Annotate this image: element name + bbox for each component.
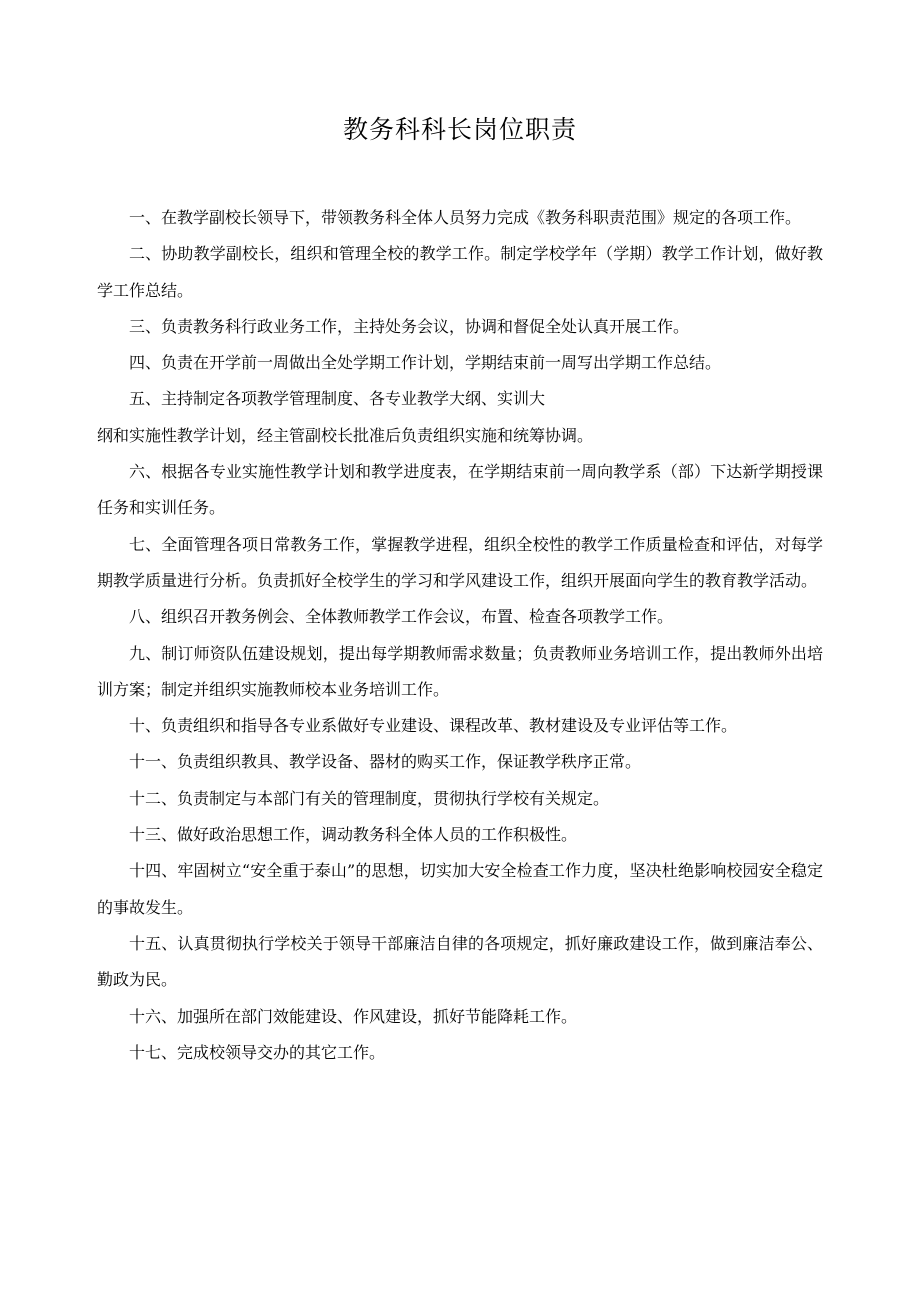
paragraph-13: 十三、做好政治思想工作，调动教务科全体人员的工作积极性。 (129, 825, 578, 845)
paragraph-8: 八、组织召开教务例会、全体教师教学工作会议，布置、检查各项教学工作。 (129, 607, 674, 627)
document-body (97, 200, 823, 1071)
paragraph-12: 十二、负责制定与本部门有关的管理制度，贯彻执行学校有关规定。 (129, 788, 610, 808)
paragraph-2: 二、协助教学副校长，组织和管理全校的教学工作。制定学校学年（学期）教学工作计划，做好教学工作总结。 (97, 244, 823, 300)
paragraph-7: 七、全面管理各项日常教务工作，掌握教学进程，组织全校性的教学工作质量检查和评估，对每学期教学质量进行分析。负责抓好全校学生的学习和学风建设工作，组织开展面向学生的教育教学活动。 (97, 534, 823, 590)
paragraph-5: 五、主持制定各项教学管理制度、各专业教学大纲、实训大 (129, 389, 546, 409)
paragraph-11: 十一、负责组织教具、教学设备、器材的购买工作，保证教学秩序正常。 (129, 752, 642, 772)
paragraph-3: 三、负责教务科行政业务工作，主持处务会议，协调和督促全处认真开展工作。 (129, 316, 690, 336)
document-title: 教务科科长岗位职责 (342, 115, 577, 144)
paragraph-5-continuation: 纲和实施性教学计划，经主管副校长批准后负责组织实施和统筹协调。 (97, 425, 594, 445)
paragraph-10: 十、负责组织和指导各专业系做好专业建设、课程改革、教材建设及专业评估等工作。 (129, 716, 738, 736)
paragraph-17: 十七、完成校领导交办的其它工作。 (129, 1042, 386, 1062)
paragraph-9: 九、制订师资队伍建设规划，提出每学期教师需求数量；负责教师业务培训工作，提出教师外出培训方案；制定并组织实施教师校本业务培训工作。 (97, 643, 823, 699)
paragraph-1: 一、在教学副校长领导下，带领教务科全体人员努力完成《教务科职责范围》规定的各项工作。 (129, 208, 802, 227)
paragraph-14: 十四、牢固树立“安全重于泰山”的思想，切实加大安全检查工作力度，坚决杜绝影响校园安全稳定的事故发生。 (97, 861, 823, 917)
paragraph-6: 六、根据各专业实施性教学计划和教学进度表，在学期结束前一周向教学系（部）下达新学期授课任务和实训任务。 (97, 462, 823, 518)
paragraph-4: 四、负责在开学前一周做出全处学期工作计划，学期结束前一周写出学期工作总结。 (129, 353, 722, 373)
paragraph-15: 十五、认真贯彻执行学校关于领导干部廉洁自律的各项规定，抓好廉政建设工作，做到廉洁奉公、勤政为民。 (97, 933, 823, 990)
paragraph-16: 十六、加强所在部门效能建设、作风建设，抓好节能降耗工作。 (129, 1006, 578, 1026)
